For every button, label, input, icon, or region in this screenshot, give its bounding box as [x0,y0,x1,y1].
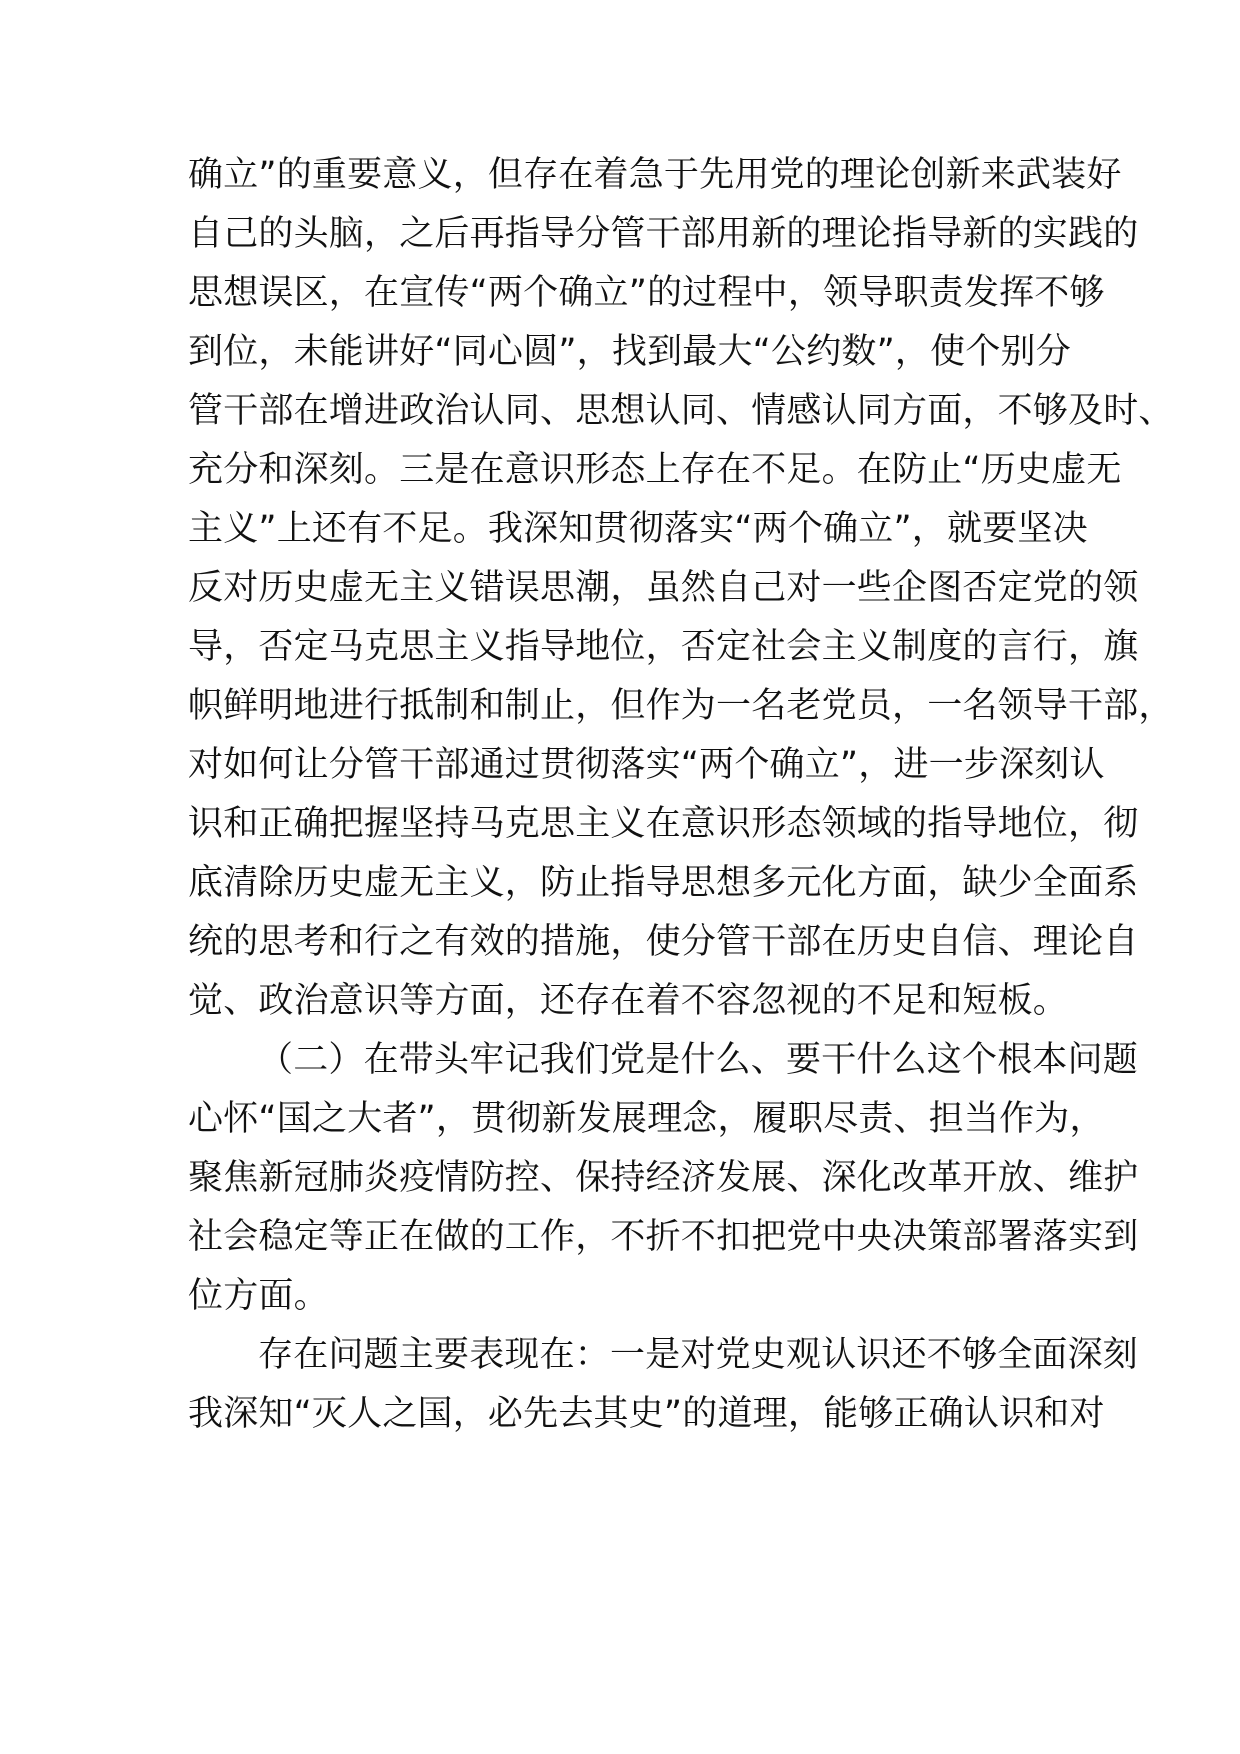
text-line: 对如何让分管干部通过贯彻落实“两个确立”，进一步深刻认 [188,745,1105,785]
text-line: 识和正确把握坚持马克思主义在意识形态领域的指导地位，彻 [188,804,1139,844]
text-line: 充分和深刻。三是在意识形态上存在不足。在防止“历史虚无 [188,450,1122,490]
section-heading-line: 位方面。 [188,1276,329,1316]
text-line: 觉、政治意识等方面，还存在着不容忽视的不足和短板。 [188,981,1069,1021]
section-heading-line: 聚焦新冠肺炎疫情防控、保持经济发展、深化改革开放、维护 [188,1158,1139,1198]
text-line: 统的思考和行之有效的措施，使分管干部在历史自信、理论自 [188,922,1139,962]
text-line: 存在问题主要表现在：一是对党史观认识还不够全面深刻 [258,1335,1139,1375]
text-line: 导，否定马克思主义指导地位，否定社会主义制度的言行，旗 [188,627,1139,667]
text-line: 反对历史虚无主义错误思潮，虽然自己对一些企图否定党的领 [188,568,1139,608]
text-line: 管干部在增进政治认同、思想认同、情感认同方面，不够及时、 [188,391,1174,431]
text-line: 自己的头脑，之后再指导分管干部用新的理论指导新的实践的 [188,214,1139,254]
text-line: 我深知“灭人之国，必先去其史”的道理，能够正确认识和对 [188,1394,1105,1434]
section-heading-line: 心怀“国之大者”，贯彻新发展理念，履职尽责、担当作为， [188,1099,1105,1139]
text-line: 主义”上还有不足。我深知贯彻落实“两个确立”，就要坚决 [188,509,1088,549]
text-line: 到位，未能讲好“同心圆”，找到最大“公约数”，使个别分 [188,332,1071,372]
section-heading-line: （二）在带头牢记我们党是什么、要干什么这个根本问题 [258,1040,1139,1080]
text-line: 思想误区，在宣传“两个确立”的过程中，领导职责发挥不够 [188,273,1105,313]
section-heading-line: 社会稳定等正在做的工作，不折不扣把党中央决策部署落实到 [188,1217,1139,1257]
text-line: 确立”的重要意义，但存在着急于先用党的理论创新来武装好 [188,155,1122,195]
text-line: 底清除历史虚无主义，防止指导思想多元化方面，缺少全面系 [188,863,1139,903]
text-line: 帜鲜明地进行抵制和制止，但作为一名老党员，一名领导干部， [188,686,1174,726]
